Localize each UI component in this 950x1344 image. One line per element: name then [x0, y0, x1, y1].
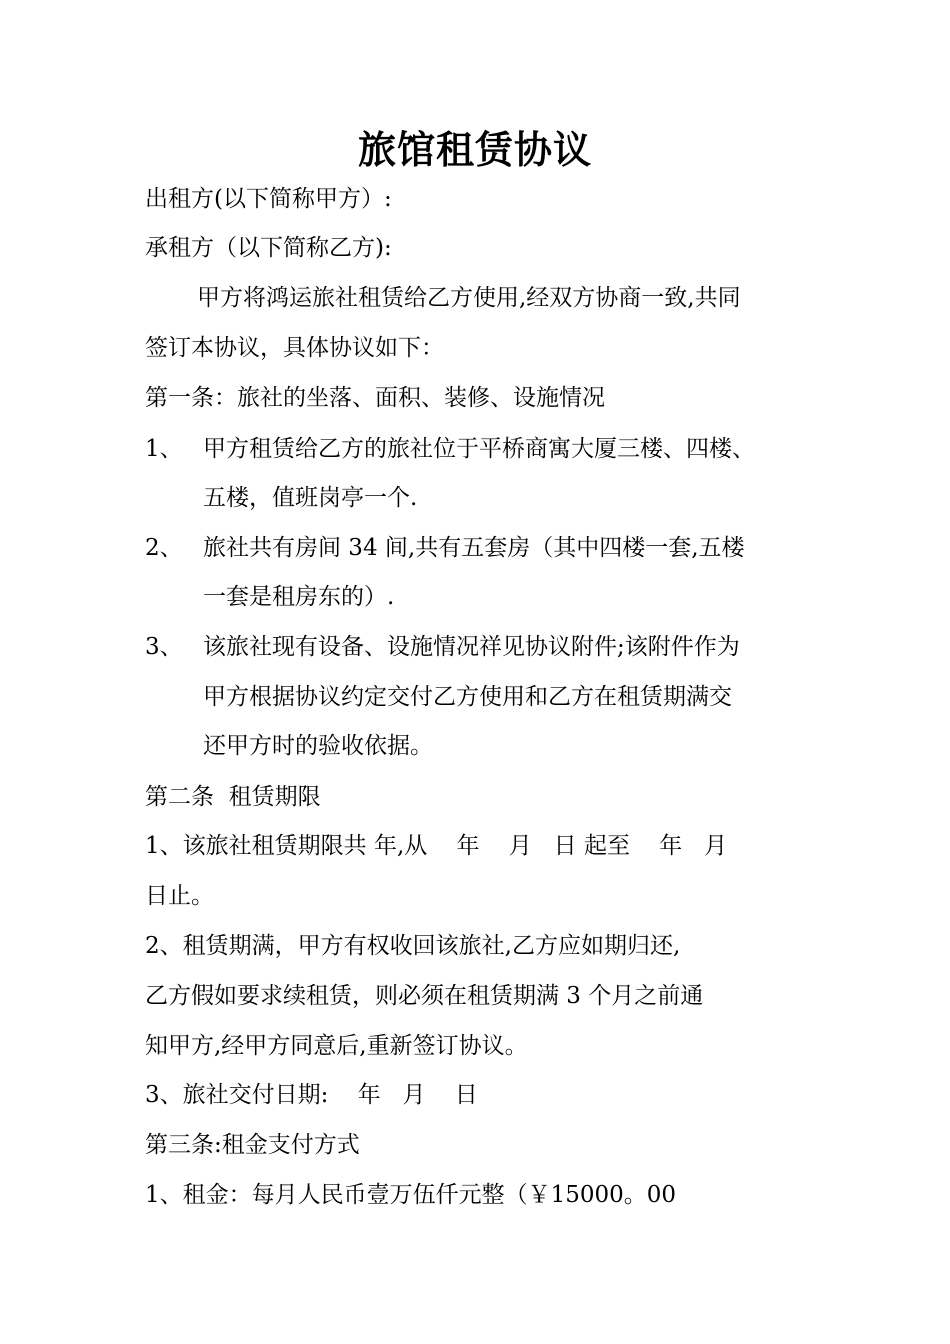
article-1-item-1-line-1: 甲方租赁给乙方的旅社位于平桥商寓大厦三楼、四楼、 [203, 436, 755, 462]
article-1-item-3-line-1: 该旅社现有设备、设施情况祥见协议附件;该附件作为 [203, 634, 740, 660]
article-2-clause-2-line-3: 知甲方,经甲方同意后,重新签订协议。 [145, 1033, 528, 1059]
lessor-line: 出租方(以下简称甲方）: [145, 186, 392, 212]
intro-line-2: 签订本协议，具体协议如下： [145, 335, 444, 361]
article-3-clause-1-line-1: 1、租金：每月人民币壹万伍仟元整（￥15000。00 [145, 1182, 677, 1208]
lessee-line: 承租方（以下简称乙方): [145, 235, 392, 261]
article-2-clause-1-line-1: 1、该旅社租赁期限共 年,从 年 月 日 起至 年 月 [145, 833, 728, 859]
article-2-clause-2-line-1: 2、租赁期满，甲方有权收回该旅社,乙方应如期归还, [145, 933, 681, 959]
article-2-clause-3: 3、旅社交付日期: 年 月 日 [145, 1082, 478, 1108]
article-2-clause-1-line-2: 日止。 [145, 883, 214, 909]
article-1-item-2-number: 2、 [145, 535, 183, 561]
article-1-item-1-line-2: 五楼，值班岗亭一个. [203, 485, 418, 511]
article-1-item-3-number: 3、 [145, 634, 183, 660]
article-1-heading: 第一条：旅社的坐落、面积、装修、设施情况 [145, 385, 605, 411]
article-1-item-2-line-1: 旅社共有房间 34 间,共有五套房（其中四楼一套,五楼 [203, 535, 745, 561]
article-1-item-3-line-2: 甲方根据协议约定交付乙方使用和乙方在租赁期满交 [203, 684, 732, 710]
article-1-item-1-number: 1、 [145, 436, 183, 462]
article-2-heading: 第二条 租赁期限 [145, 784, 321, 810]
article-2-clause-2-line-2: 乙方假如要求续租赁，则必须在租赁期满 3 个月之前通 [145, 983, 704, 1009]
article-1-item-3-line-3: 还甲方时的验收依据。 [203, 733, 433, 759]
document-title: 旅馆租赁协议 [357, 127, 592, 172]
article-1-item-2-line-2: 一套是租房东的）. [203, 584, 395, 610]
article-3-heading: 第三条:租金支付方式 [145, 1132, 360, 1158]
intro-line-1: 甲方将鸿运旅社租赁给乙方使用,经双方协商一致,共同 [197, 285, 741, 311]
